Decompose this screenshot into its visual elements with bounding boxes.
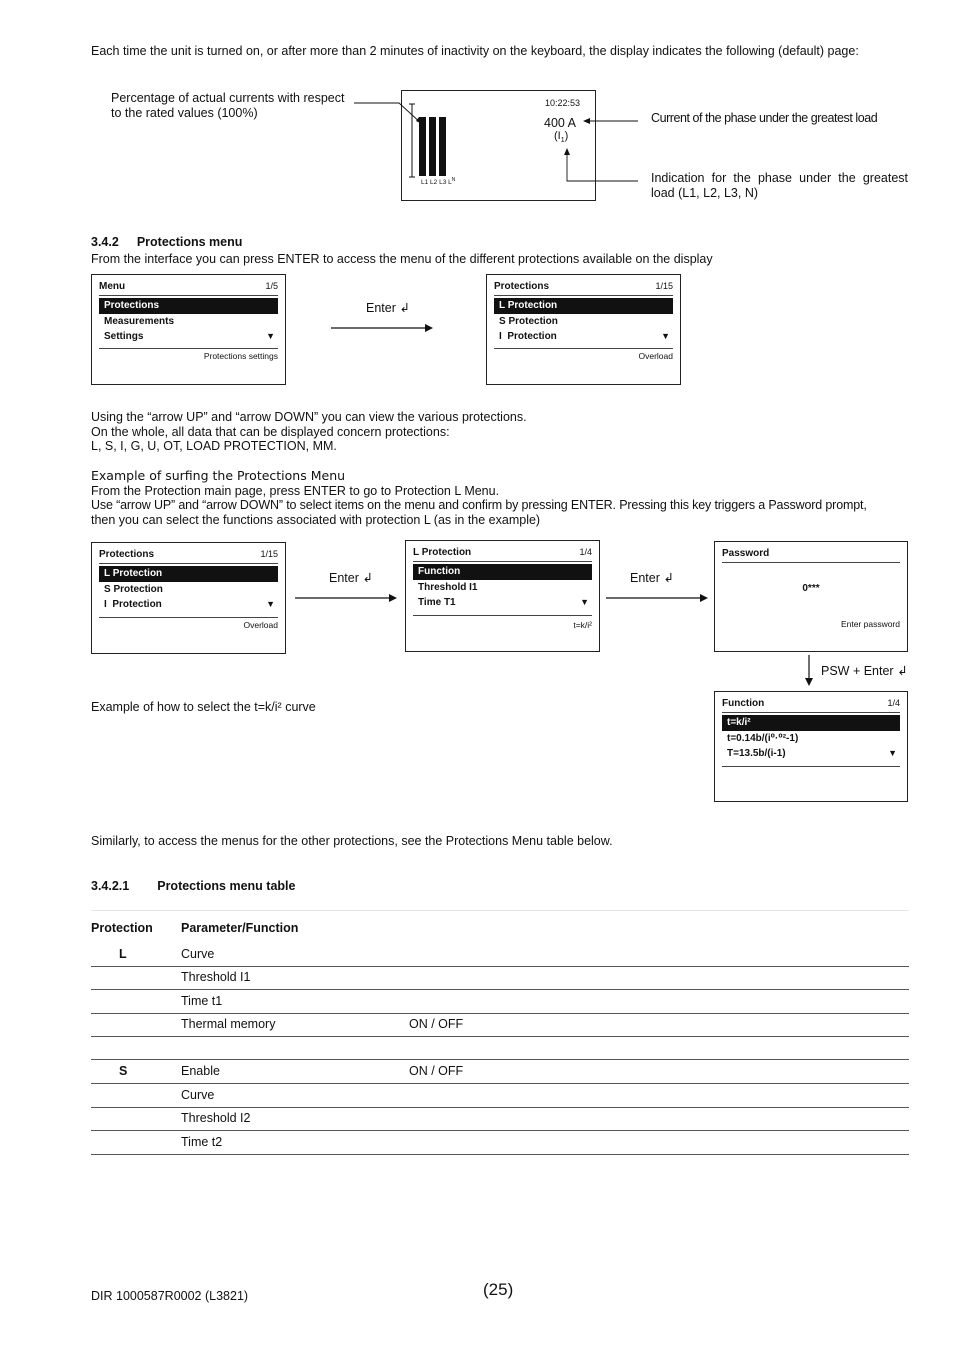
- document-code: DIR 1000587R0002 (L3821): [91, 1289, 249, 1303]
- password-field[interactable]: 0***: [802, 583, 820, 594]
- page-number: (25): [483, 1280, 514, 1299]
- table-row: L Curve: [91, 943, 909, 967]
- l-protection-item-threshold[interactable]: Threshold I1: [418, 581, 478, 593]
- protections-item-i[interactable]: I Protection ▼: [494, 329, 673, 345]
- table-row: S Enable ON / OFF: [91, 1060, 909, 1084]
- table-row: Time t1: [91, 990, 909, 1014]
- menu-screen: [91, 274, 286, 385]
- l-protection-screen: [405, 540, 600, 652]
- menu-item-protections[interactable]: Protections: [99, 298, 278, 314]
- function-item-iec-si[interactable]: t=0.14b/(i⁰·⁰²-1): [727, 732, 799, 744]
- callout-percentage-1: Percentage of actual currents with respect: [111, 91, 345, 105]
- table-row: Threshold I1: [91, 966, 909, 990]
- l-protection-title: L Protection: [413, 547, 472, 558]
- table-header-parameter: Parameter/Function: [181, 921, 299, 935]
- protections-screen-2-page: 1/15: [260, 549, 278, 559]
- table-header-protection: Protection: [91, 921, 153, 935]
- callout-phase-2: load (L1, L2, L3, N): [651, 186, 759, 200]
- menu-screen-page: 1/5: [265, 281, 278, 291]
- password-footer: Enter password: [840, 619, 900, 629]
- l-protection-item-time[interactable]: Time T1 ▼: [413, 595, 592, 611]
- display-phase: $(I_1)$: [554, 130, 569, 145]
- table-row: [91, 1036, 909, 1060]
- scroll-down-icon: ▼: [661, 331, 670, 341]
- section-342-text: From the interface you can press ENTER to access the menu of the different protections available on the display: [91, 252, 713, 266]
- table-row: Threshold I2: [91, 1107, 909, 1131]
- protections-item-s[interactable]: S Protection: [499, 315, 558, 327]
- protections-item-l[interactable]: L Protection: [494, 298, 673, 314]
- display-time: 10:22:53: [545, 98, 581, 108]
- protections-screen-2-footer: Overload: [243, 620, 278, 630]
- protections-screen-title: Protections: [494, 281, 550, 292]
- protections-screen: [486, 274, 681, 385]
- enter-label-3: Enter ↲: [630, 571, 674, 585]
- protections-screen-2-title: Protections: [99, 549, 155, 560]
- table-row: Curve: [91, 1084, 909, 1108]
- protections-2-item-i[interactable]: I Protection ▼: [99, 597, 278, 613]
- function-page: 1/4: [887, 698, 900, 708]
- arrows-text-2: On the whole, all data that can be displayed concern protections:: [91, 425, 450, 439]
- similarly-text: Similarly, to access the menus for the other protections, see the Protections Menu table below.: [91, 834, 613, 848]
- function-item-iec-vi[interactable]: T=13.5b/(i-1) ▼: [722, 746, 900, 762]
- intro-text: Each time the unit is turned on, or after more than 2 minutes of inactivity on the keyboard, the display indicates the following (default) page:: [91, 44, 859, 58]
- table-row: Time t2: [91, 1131, 909, 1155]
- arrows-text-3: L, S, I, G, U, OT, LOAD PROTECTION, MM.: [91, 439, 337, 453]
- scroll-down-icon: ▼: [266, 331, 275, 341]
- protections-screen-footer: Overload: [638, 351, 673, 361]
- password-title: Password: [722, 548, 770, 559]
- l-protection-page: 1/4: [579, 547, 592, 557]
- menu-item-measurements[interactable]: Measurements: [104, 315, 175, 327]
- callout-current: Current of the phase under the greatest load: [651, 111, 878, 125]
- l-protection-item-function[interactable]: Function: [413, 564, 592, 580]
- bar-labels: L1 L2 L3 $L^N$: [421, 177, 456, 187]
- example-text-1: From the Protection main page, press ENTER to go to Protection L Menu.: [91, 484, 500, 498]
- default-display-screen: [401, 90, 596, 201]
- protections-2-item-s[interactable]: S Protection: [104, 583, 163, 595]
- callout-percentage-2: to the rated values (100%): [111, 106, 258, 120]
- example-text-3: then you can select the functions associated with protection L (as in the example): [91, 513, 541, 527]
- protections-2-item-l[interactable]: L Protection: [99, 566, 278, 582]
- enter-label-2: Enter ↲: [329, 571, 373, 585]
- function-item-tki2[interactable]: t=k/i²: [722, 715, 900, 731]
- table-row: Thermal memory ON / OFF: [91, 1013, 909, 1037]
- protections-screen-2: [91, 542, 286, 654]
- function-screen: [714, 691, 908, 802]
- menu-screen-title: Menu: [99, 281, 126, 292]
- arrows-text-1: Using the “arrow UP” and “arrow DOWN” you can view the various protections.: [91, 410, 527, 424]
- l-protection-footer: t=k/i²: [573, 620, 592, 630]
- display-current: 400 A: [544, 116, 576, 130]
- example-text-2: Use “arrow UP” and “arrow DOWN” to select items on the menu and confirm by pressing ENTER. Pressing this key triggers a Password prompt,: [91, 498, 867, 512]
- callout-phase-1: Indication for the phase under the greatest: [651, 171, 908, 185]
- menu-item-settings[interactable]: Settings ▼: [99, 329, 278, 345]
- protections-screen-page: 1/15: [655, 281, 673, 291]
- scroll-down-icon: ▼: [266, 599, 275, 609]
- table-top-rule: [91, 910, 909, 911]
- psw-enter-label: PSW + Enter ↲: [821, 664, 908, 678]
- scroll-down-icon: ▼: [580, 597, 589, 607]
- scroll-down-icon: ▼: [888, 748, 897, 758]
- enter-label-1: Enter ↲: [366, 301, 410, 315]
- section-3421-heading: 3.4.2.1 Protections menu table: [91, 879, 296, 893]
- example-title: Example of surfing the Protections Menu: [91, 468, 346, 483]
- password-screen: [714, 541, 908, 652]
- section-342-heading: 3.4.2 Protections menu: [91, 235, 243, 249]
- function-title: Function: [722, 698, 765, 709]
- curve-example-text: Example of how to select the t=k/i² curve: [91, 700, 316, 714]
- menu-screen-footer: Protections settings: [203, 351, 278, 361]
